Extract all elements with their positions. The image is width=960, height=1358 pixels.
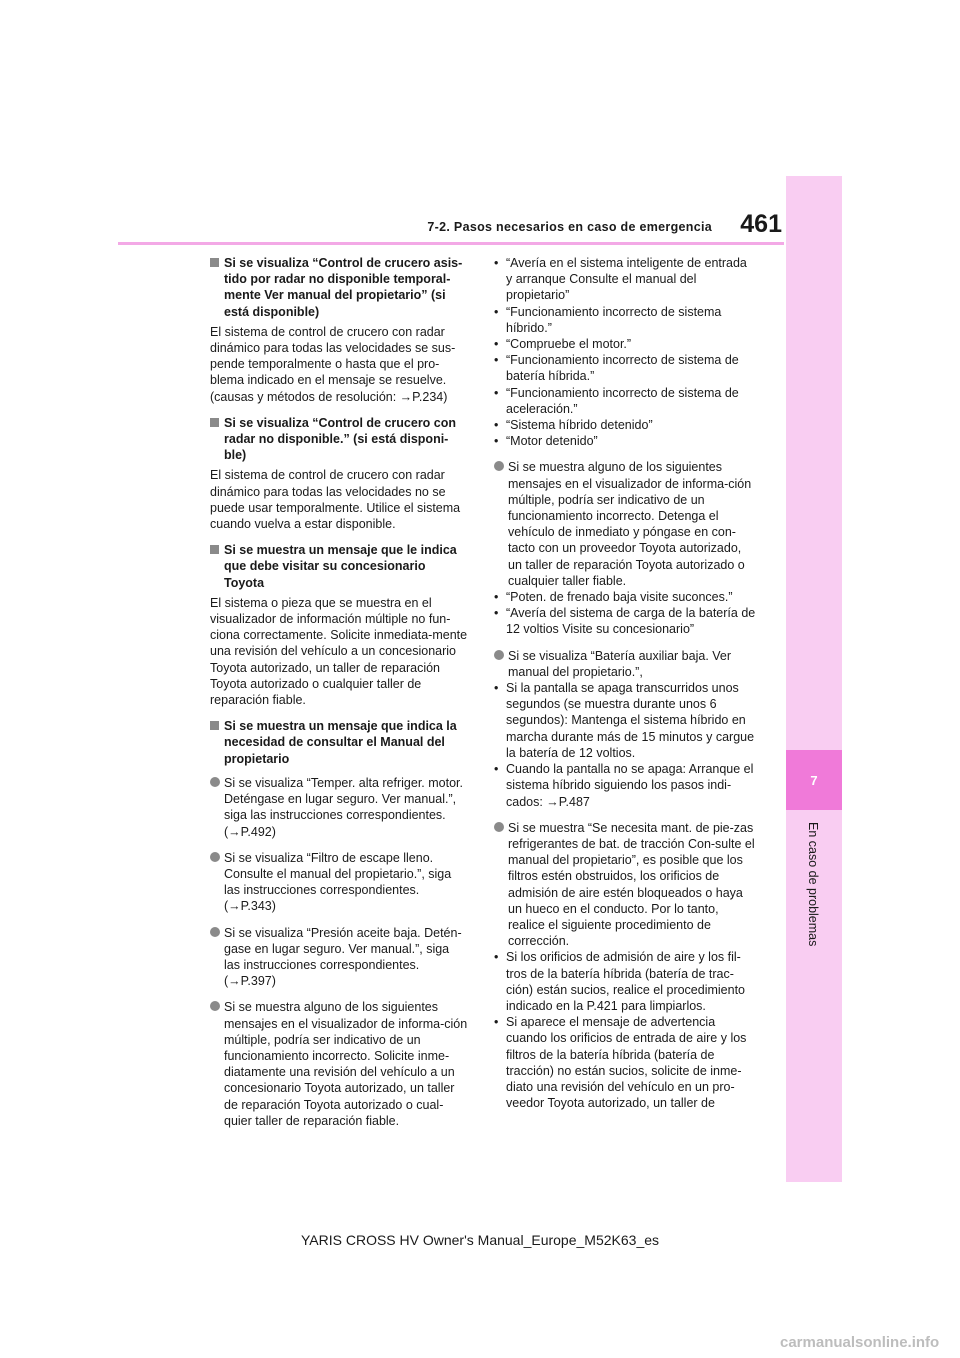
circle-list-item [494,459,756,589]
list-item: • “Funcionamiento incorrecto de sistema de aceleración.” [494,385,756,417]
side-tab-chapter-title: En caso de problemas [806,822,820,947]
circle-bullet-icon [494,822,504,832]
section-heading [210,255,468,320]
circle-list-item [494,820,756,950]
paragraph: El sistema de control de crucero con radar dinámico para todas las velocidades se sus-pende temporalmente o hasta que el pro-blema indicado en el mensaje se resuelve. (causas y métodos de resolución: →P.234) [210,324,456,404]
left-column [210,255,468,1139]
circle-list-item [210,999,468,1129]
heading-text: Si se muestra un mensaje que indica la necesidad de consultar el Manual del propietario [224,719,457,766]
circle-list-item [210,850,468,915]
list-item: • “Sistema híbrido detenido” [494,417,756,433]
circle-bullet-icon [494,461,504,471]
list-item: • “Motor detenido” [494,433,756,449]
right-column [494,255,756,1121]
page-number: 461 [740,210,782,238]
header-rule [118,242,784,245]
list-item: • “Avería del sistema de carga de la batería de 12 voltios Visite su concesionario” [494,605,756,637]
list-item: • Si aparece el mensaje de advertencia cuando los orificios de entrada de aire y los filtros de la batería híbrida (batería de tracción) no están sucios, solicite de inme-diato una revisión del vehículo en un pro-veedor Toyota autorizado, un taller de [494,1014,756,1111]
list-item: • Si la pantalla se apaga transcurridos unos segundos (se muestra durante unos 6 segundos): Mantenga el sistema híbrido en marcha durante más de 15 minutos y cargue la batería de 12 voltios. [494,680,756,761]
circle-bullet-icon [210,1001,220,1011]
heading-text: Si se visualiza “Control de crucero con radar no disponible.” (si está disponi-ble) [224,415,457,463]
bullet-list [494,680,756,810]
watermark: carmanualsonline.info [780,1334,940,1351]
item-text: Si se visualiza “Temper. alta refriger. motor. Deténgase en lugar seguro. Ver manual.”, siga las instrucciones correspondientes. (→P.492) [224,775,463,839]
circle-bullet-icon [210,777,220,787]
list-item: • “Funcionamiento incorrecto de sistema de batería híbrida.” [494,352,756,384]
square-bullet-icon [210,721,219,730]
item-text: Si se muestra alguno de los siguientes mensajes en el visualizador de informa-ción múltiple, podría ser indicativo de un funcionamiento incorrecto. Solicite inme-diatamente una revisión del vehículo a un concesionario Toyota autorizado, un taller de reparación Toyota autorizado o cual-quier taller de reparación fiable. [224,1000,468,1128]
circle-list-item [494,648,756,680]
bullet-list [494,589,756,638]
paragraph: El sistema de control de crucero con radar dinámico para todas las velocidades no se puede usar temporalmente. Utilice el sistema cuando vuelva a estar disponible. [210,468,461,532]
circle-bullet-icon [210,927,220,937]
square-bullet-icon [210,545,219,554]
section-heading [210,542,468,591]
section-title: 7-2. Pasos necesarios en caso de emergencia [427,220,712,234]
bullet-list [494,255,756,449]
list-item: • “Avería en el sistema inteligente de entrada y arranque Consulte el manual del propietario” [494,255,756,304]
list-item: • Si los orificios de admisión de aire y los fil-tros de la batería híbrida (batería de trac-ción) están sucios, realice el procedimiento indicado en la P.421 para limpiarlos. [494,949,756,1014]
bullet-list [494,949,756,1111]
side-tab-chapter-number: 7 [786,750,842,810]
paragraph: El sistema o pieza que se muestra en el visualizador de información múltiple no fun-ciona correctamente. Solicite inmediata-mente una revisión del vehículo a un concesionario Toyota autorizado, un taller de reparación Toyota autorizado o cualquier taller de reparación fiable. [210,595,468,708]
list-item: • “Compruebe el motor.” [494,336,756,352]
square-bullet-icon [210,258,219,267]
list-item: • Cuando la pantalla no se apaga: Arranque el sistema híbrido siguiendo los pasos indi-cados: →P.487 [494,761,756,810]
item-text: Si se muestra alguno de los siguientes mensajes en el visualizador de informa-ción múltiple, podría ser indicativo de un funcionamiento incorrecto. Detenga el vehículo de inmediato y póngase en con-tacto con un proveedor Toyota autorizado, un taller de reparación Toyota autorizado o cualquier taller fiable. [508,460,752,588]
item-text: Si se visualiza “Filtro de escape lleno. Consulte el manual del propietario.”, siga las instrucciones correspondientes. (→P.343) [224,850,452,914]
heading-text: Si se visualiza “Control de crucero asis-tido por radar no disponible temporal-mente Ver manual del propietario” (si está disponible) [224,256,463,319]
item-text: Si se visualiza “Presión aceite baja. Detén-gase en lugar seguro. Ver manual.”, siga las instrucciones correspondientes. (→P.397) [224,925,462,989]
square-bullet-icon [210,418,219,427]
list-item: • “Poten. de frenado baja visite suconces.” [494,589,756,605]
circle-list-item [210,925,468,990]
item-text: Si se visualiza “Batería auxiliar baja. Ver manual del propietario.”, [508,648,732,679]
item-text: Si se muestra “Se necesita mant. de pie-zas refrigerantes de bat. de tracción Con-sulte el manual del propietario”, es posible que los filtros estén obstruidos, los orificios de admisión de aire estén bloqueados o haya un hueco en el conducto. Por lo tanto, realice el siguiente procedimiento de corrección. [508,820,755,949]
circle-bullet-icon [210,852,220,862]
footer-text: YARIS CROSS HV Owner's Manual_Europe_M52K63_es [300,1232,660,1248]
circle-list-item [210,775,468,840]
heading-text: Si se muestra un mensaje que le indica que debe visitar su concesionario Toyota [224,543,457,590]
list-item: • “Funcionamiento incorrecto de sistema híbrido.” [494,304,756,336]
section-heading [210,415,468,464]
circle-bullet-icon [494,650,504,660]
section-heading [210,718,468,767]
